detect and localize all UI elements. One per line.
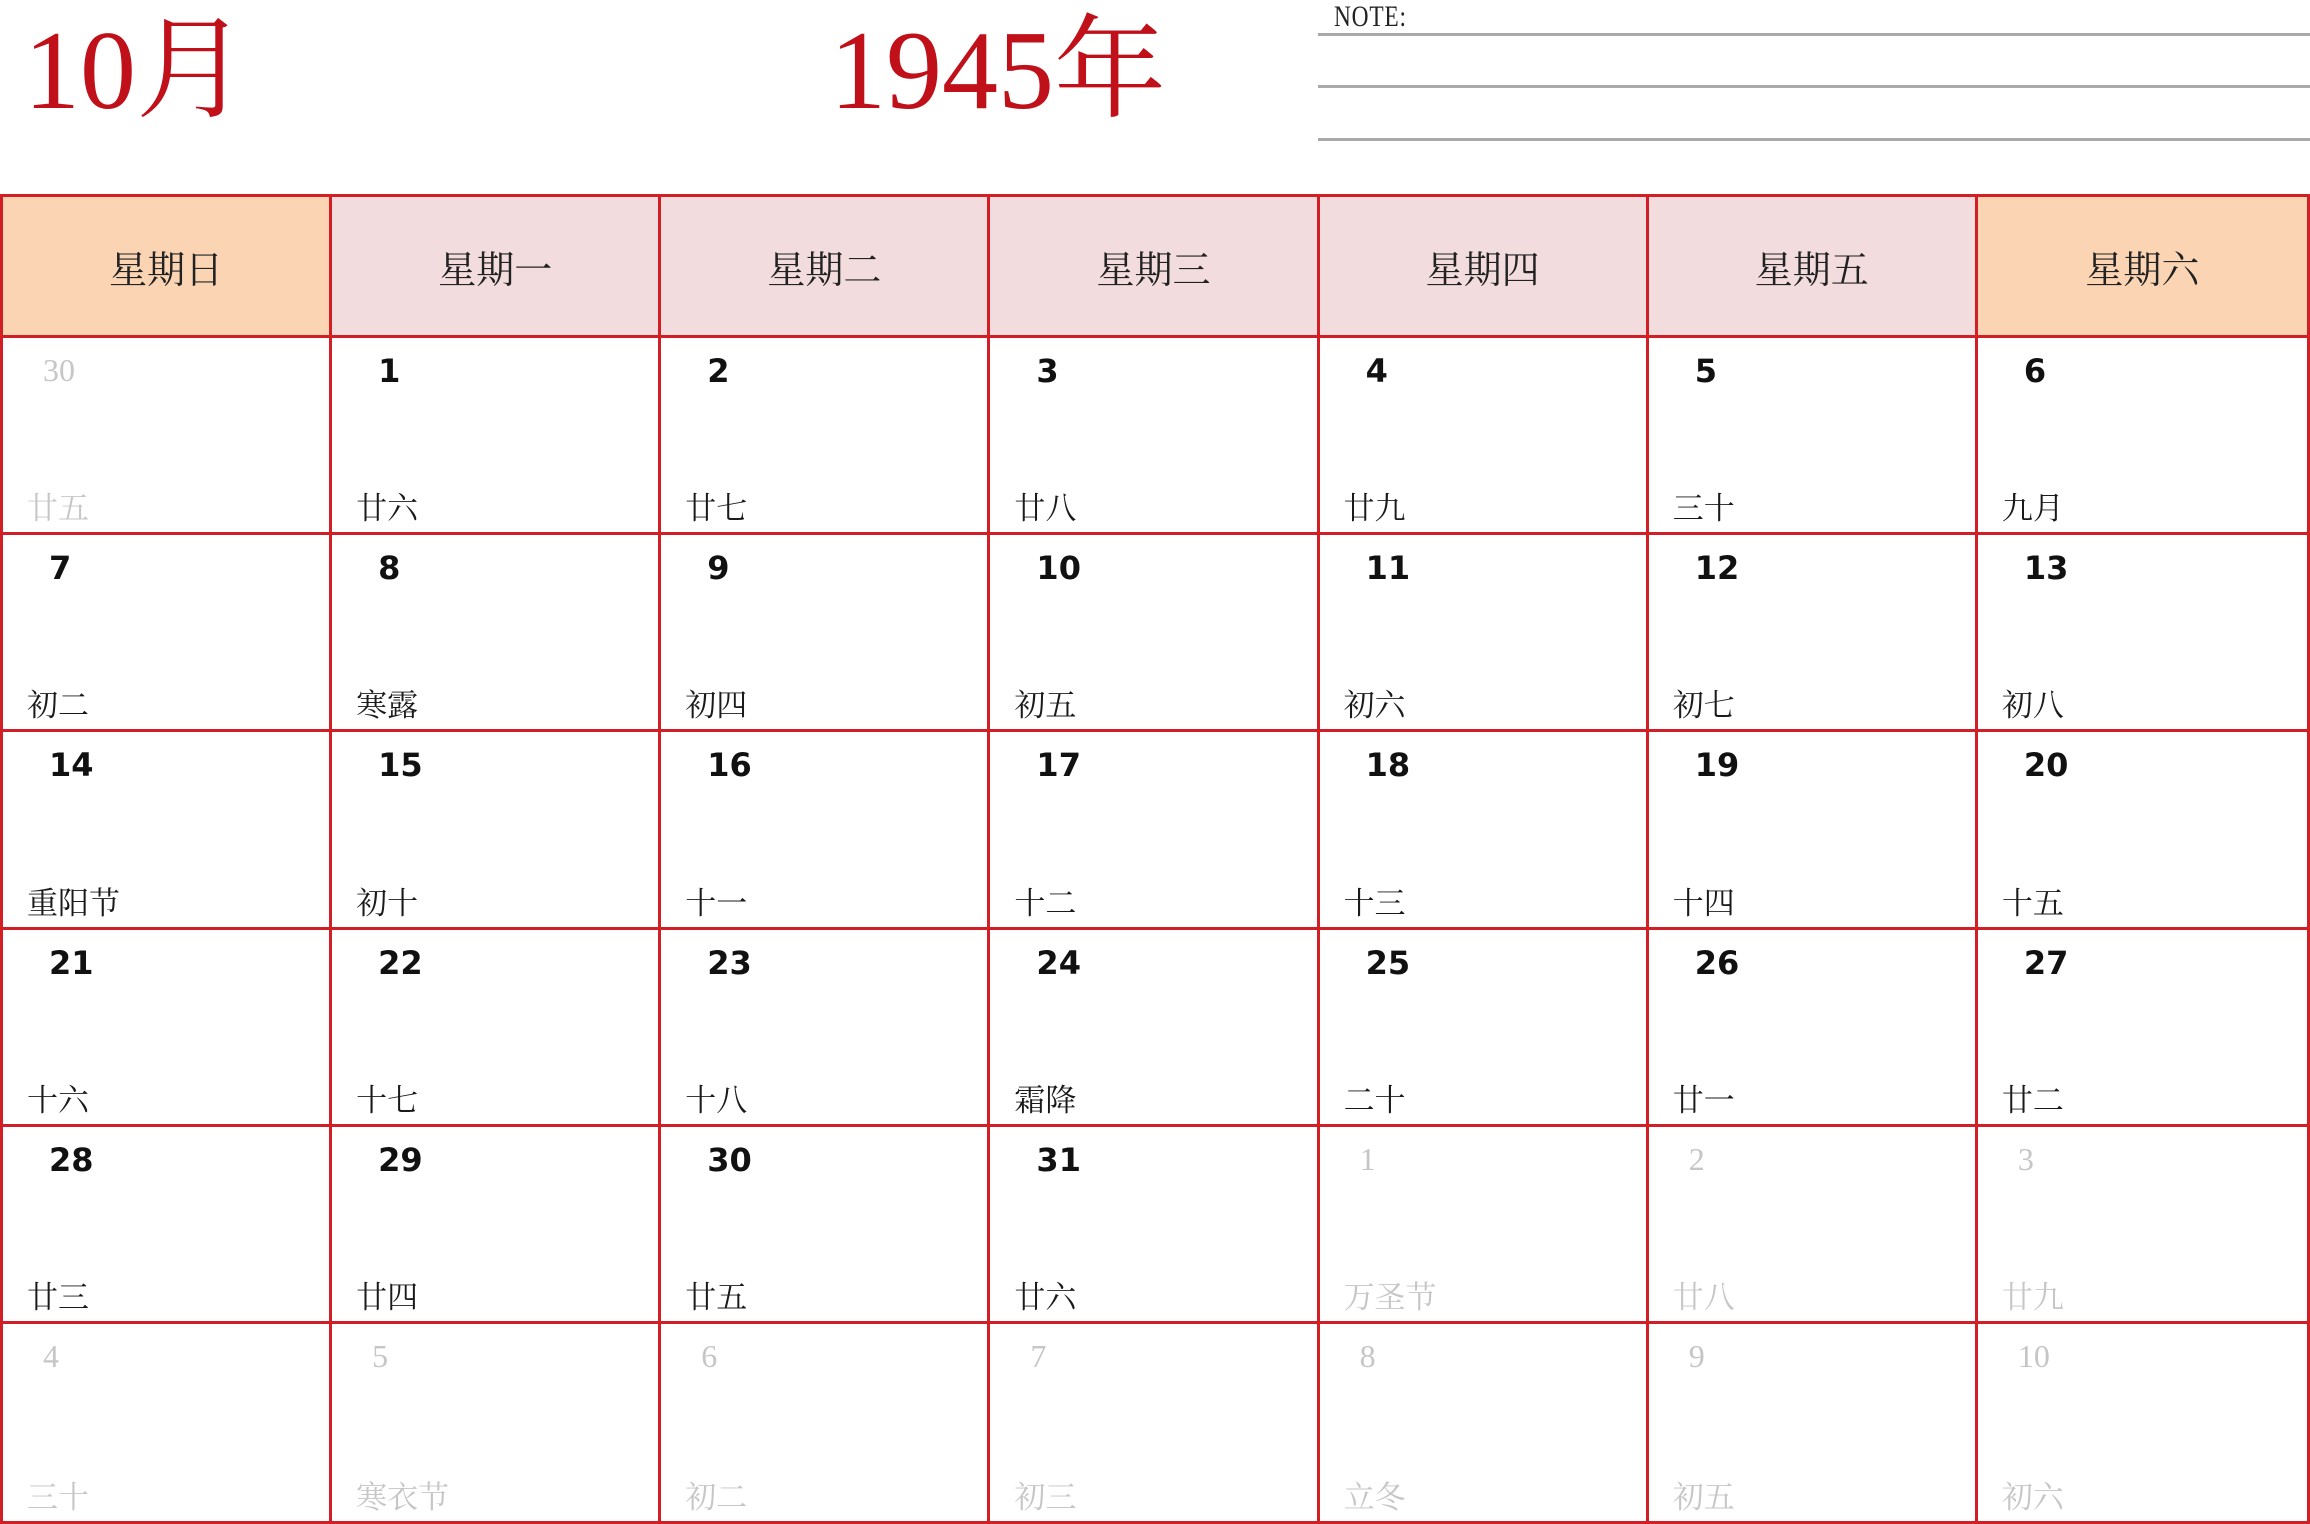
weekday-header: 星期二 (661, 197, 990, 338)
day-number: 10 (2017, 1337, 2050, 1374)
lunar-date: 十五 (2001, 885, 2064, 922)
day-number: 11 (1365, 549, 1411, 588)
day-number: 27 (2023, 943, 2069, 982)
lunar-date: 廿九 (2001, 1279, 2064, 1316)
lunar-date: 寒衣节 (356, 1480, 450, 1516)
day-number: 23 (707, 943, 752, 982)
lunar-date: 廿七 (685, 491, 748, 528)
day-cell[interactable] (1320, 732, 1649, 929)
day-cell[interactable] (3, 535, 332, 732)
day-number: 2 (1688, 1140, 1705, 1177)
day-number: 1 (378, 352, 401, 390)
day-cell[interactable] (332, 732, 661, 929)
day-number: 7 (49, 549, 72, 588)
day-cell[interactable] (990, 930, 1319, 1127)
note-line (1318, 85, 2310, 88)
day-cell[interactable] (3, 1127, 332, 1324)
day-number: 13 (2023, 549, 2069, 588)
lunar-date: 廿八 (1014, 491, 1077, 528)
day-number: 15 (378, 746, 423, 785)
day-cell[interactable] (332, 535, 661, 732)
lunar-date: 初七 (1672, 688, 1735, 725)
adjacent-month-day-cell[interactable] (3, 1324, 332, 1521)
day-number: 10 (1036, 549, 1081, 588)
lunar-date: 十七 (356, 1082, 419, 1119)
note-line (1318, 33, 2310, 36)
day-number: 5 (1694, 352, 1717, 390)
day-cell[interactable] (661, 535, 990, 732)
day-number: 6 (2023, 352, 2047, 390)
day-number: 24 (1036, 943, 1081, 982)
day-number: 1 (1359, 1140, 1376, 1177)
day-cell[interactable] (661, 930, 990, 1127)
lunar-date: 立冬 (1343, 1480, 1406, 1516)
note-area (1318, 0, 2310, 150)
day-cell[interactable] (1649, 930, 1978, 1127)
lunar-date: 初二 (27, 688, 89, 725)
day-cell[interactable] (661, 1127, 990, 1324)
day-cell[interactable] (1978, 535, 2307, 732)
day-cell[interactable] (1649, 535, 1978, 732)
lunar-date: 廿五 (685, 1279, 748, 1316)
weekday-header: 星期三 (990, 197, 1319, 338)
lunar-date: 十八 (685, 1082, 748, 1119)
day-cell[interactable] (661, 732, 990, 929)
lunar-date: 十三 (1343, 885, 1406, 922)
adjacent-month-day-cell[interactable] (332, 1324, 661, 1521)
day-cell[interactable] (661, 338, 990, 535)
day-number: 18 (1365, 746, 1411, 785)
lunar-date: 二十 (1343, 1082, 1406, 1119)
adjacent-month-day-cell[interactable] (3, 338, 332, 535)
day-number: 28 (49, 1140, 94, 1179)
day-number: 4 (43, 1337, 59, 1374)
lunar-date: 万圣节 (1343, 1279, 1437, 1316)
adjacent-month-day-cell[interactable] (1320, 1127, 1649, 1324)
adjacent-month-day-cell[interactable] (1649, 1324, 1978, 1521)
day-cell[interactable] (990, 338, 1319, 535)
day-cell[interactable] (3, 930, 332, 1127)
day-number: 29 (378, 1140, 423, 1179)
lunar-date: 初六 (2001, 1480, 2064, 1516)
day-number: 14 (49, 746, 94, 785)
day-cell[interactable] (332, 930, 661, 1127)
lunar-date: 廿一 (1672, 1082, 1735, 1119)
lunar-date: 三十 (27, 1480, 89, 1516)
day-cell[interactable] (1320, 338, 1649, 535)
lunar-date: 九月 (2001, 491, 2064, 528)
lunar-date: 初二 (685, 1480, 748, 1516)
weekday-header: 星期六 (1978, 197, 2307, 338)
adjacent-month-day-cell[interactable] (1978, 1324, 2307, 1521)
day-number: 16 (707, 746, 752, 785)
lunar-date: 廿二 (2001, 1082, 2064, 1119)
adjacent-month-day-cell[interactable] (1649, 1127, 1978, 1324)
lunar-date: 重阳节 (27, 885, 120, 922)
day-number: 7 (1030, 1337, 1047, 1374)
lunar-date: 廿三 (27, 1279, 89, 1316)
lunar-date: 初八 (2001, 688, 2064, 725)
day-cell[interactable] (1978, 338, 2307, 535)
lunar-date: 十一 (685, 885, 748, 922)
lunar-date: 廿九 (1343, 491, 1406, 528)
adjacent-month-day-cell[interactable] (1978, 1127, 2307, 1324)
day-number: 22 (378, 943, 423, 982)
day-cell[interactable] (1649, 732, 1978, 929)
adjacent-month-day-cell[interactable] (990, 1324, 1319, 1521)
day-number: 8 (1359, 1337, 1376, 1374)
lunar-date: 廿六 (1014, 1279, 1077, 1316)
note-label: NOTE: (1334, 0, 1407, 33)
day-number: 8 (378, 549, 401, 588)
day-cell[interactable] (990, 535, 1319, 732)
lunar-date: 初六 (1343, 688, 1406, 725)
lunar-date: 初五 (1672, 1480, 1735, 1516)
weekday-header: 星期五 (1649, 197, 1978, 338)
day-number: 12 (1694, 549, 1740, 588)
day-cell[interactable] (332, 338, 661, 535)
day-number: 26 (1694, 943, 1740, 982)
day-cell[interactable] (3, 732, 332, 929)
lunar-date: 三十 (1672, 491, 1735, 528)
adjacent-month-day-cell[interactable] (661, 1324, 990, 1521)
day-number: 20 (2023, 746, 2069, 785)
lunar-date: 寒露 (356, 688, 419, 725)
day-number: 3 (2017, 1140, 2034, 1177)
day-number: 9 (1688, 1337, 1705, 1374)
lunar-date: 初五 (1014, 688, 1077, 725)
day-cell[interactable] (1978, 732, 2307, 929)
day-cell[interactable] (332, 1127, 661, 1324)
day-cell[interactable] (1320, 930, 1649, 1127)
day-number: 30 (43, 352, 75, 388)
day-number: 9 (707, 549, 730, 588)
lunar-date: 十六 (27, 1082, 89, 1119)
day-cell[interactable] (990, 1127, 1319, 1324)
lunar-date: 初四 (685, 688, 748, 725)
lunar-date: 初十 (356, 885, 419, 922)
month-title: 10月 (24, 9, 248, 133)
lunar-date: 初三 (1014, 1480, 1077, 1516)
day-number: 3 (1036, 352, 1059, 390)
day-number: 4 (1365, 352, 1388, 390)
day-cell[interactable] (990, 732, 1319, 929)
year-title: 1945年 (830, 9, 1166, 133)
lunar-date: 廿八 (1672, 1279, 1735, 1316)
day-cell[interactable] (1649, 338, 1978, 535)
weekday-header: 星期日 (3, 197, 332, 338)
lunar-date: 廿五 (27, 491, 89, 528)
day-number: 25 (1365, 943, 1411, 982)
lunar-date: 霜降 (1014, 1082, 1077, 1119)
day-number: 21 (49, 943, 94, 982)
day-number: 5 (372, 1337, 389, 1374)
day-number: 2 (707, 352, 730, 390)
day-number: 19 (1694, 746, 1740, 785)
adjacent-month-day-cell[interactable] (1320, 1324, 1649, 1521)
note-line (1318, 138, 2310, 141)
day-number: 17 (1036, 746, 1081, 785)
day-number: 31 (1036, 1140, 1081, 1179)
weekday-header: 星期一 (332, 197, 661, 338)
lunar-date: 十二 (1014, 885, 1077, 922)
day-number: 30 (707, 1140, 752, 1179)
day-cell[interactable] (1978, 930, 2307, 1127)
lunar-date: 十四 (1672, 885, 1735, 922)
day-number: 6 (701, 1337, 718, 1374)
calendar-grid (0, 194, 2310, 1524)
lunar-date: 廿四 (356, 1279, 419, 1316)
day-cell[interactable] (1320, 535, 1649, 732)
weekday-header: 星期四 (1320, 197, 1649, 338)
lunar-date: 廿六 (356, 491, 419, 528)
